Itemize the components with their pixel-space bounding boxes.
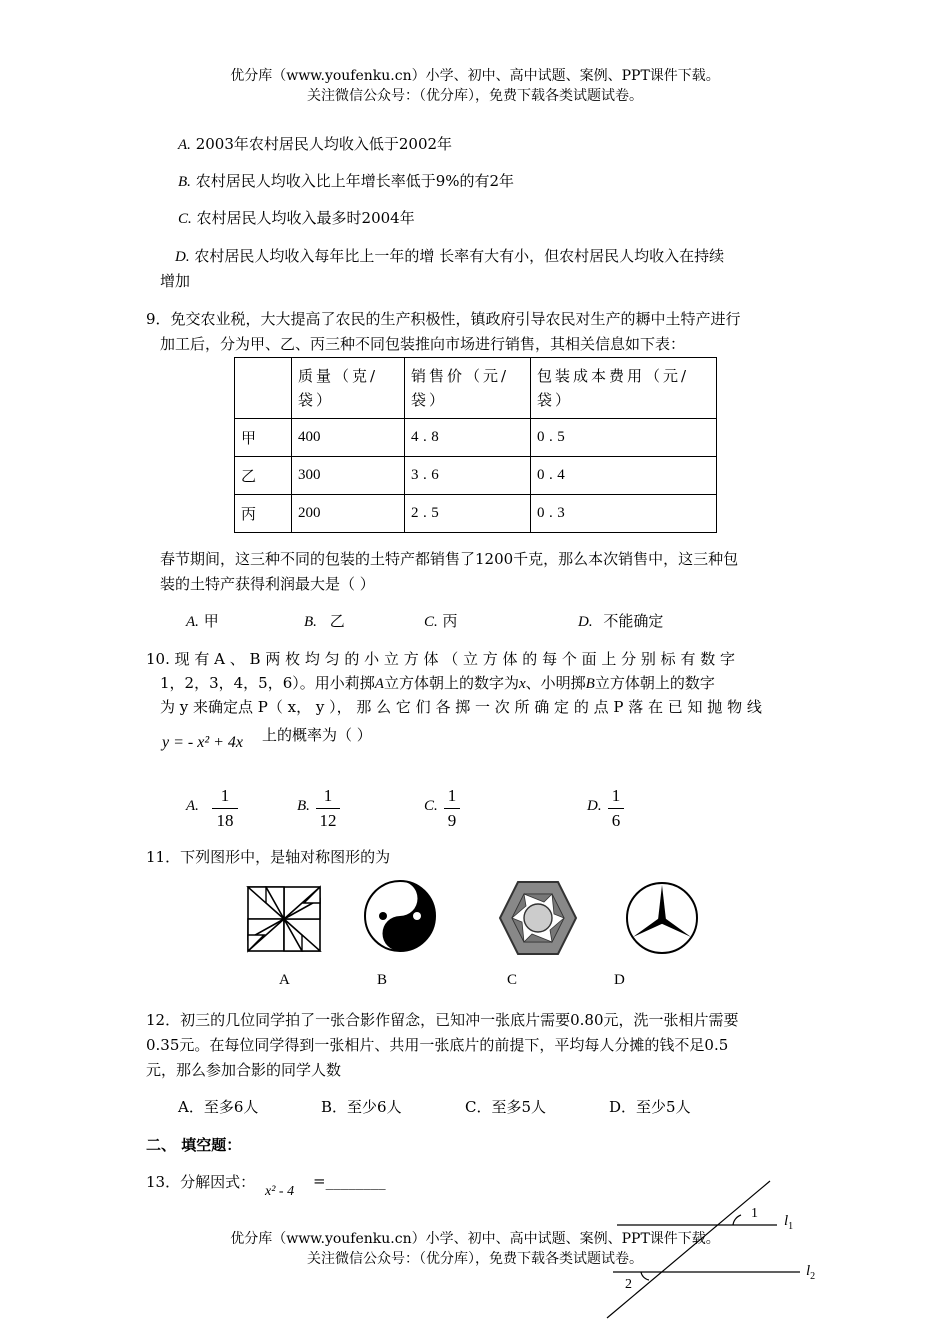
q10-line-2-part: 1，2，3，4，5，6）。用小莉掷 bbox=[160, 674, 375, 692]
angle-2-label: 2 bbox=[625, 1277, 632, 1292]
fraction-bar bbox=[316, 808, 340, 809]
table-cell: 4.8 bbox=[405, 419, 531, 457]
q10-line-4: 上的概率为（ ） bbox=[262, 726, 372, 744]
section-2-title: 二、 填空题： bbox=[146, 1136, 242, 1154]
q10-line-1: 10. 现 有 A 、 B 两 枚 均 匀 的 小 立 方 体 （ 立 方 体 的 每 个 面 上 分 别 标 有 数 字 bbox=[146, 650, 735, 668]
footer-line-2: 关注微信公众号：（优分库），免费下载各类试题试卷。 bbox=[307, 1251, 643, 1267]
fraction-numerator: 1 bbox=[323, 786, 333, 805]
q9-after-line-2: 装的土特产获得利润最大是（ ） bbox=[160, 575, 375, 593]
table-header-cell: 质量（克/袋） bbox=[292, 358, 405, 419]
q10-line-2-part: x bbox=[518, 676, 526, 692]
fraction-bar bbox=[444, 808, 460, 809]
header-line-2: 关注微信公众号：（优分库），免费下载各类试题试卷。 bbox=[307, 88, 643, 104]
q10-option-d-fraction bbox=[608, 786, 624, 831]
q10-line-3: 为 y 来确定点 P（ x， y ）， 那 么 它 们 各 掷 一 次 所 确 定 的 点 P 落 在 已 知 抛 物 线 bbox=[160, 698, 762, 716]
figure-label-d: D bbox=[614, 972, 625, 988]
figure-label-a: A bbox=[279, 972, 290, 988]
table-cell: 400 bbox=[292, 419, 405, 457]
angle-1-label: 1 bbox=[751, 1206, 758, 1221]
figure-label-b: B bbox=[377, 972, 388, 988]
q8-option-c-label: C. bbox=[178, 211, 192, 227]
table-row bbox=[235, 419, 717, 457]
table-header-cell: 包装成本费用（元/袋） bbox=[531, 358, 717, 419]
q9-option-c bbox=[424, 610, 458, 631]
q8-option-a-label: A. bbox=[178, 137, 191, 153]
pinwheel-figure-a bbox=[246, 885, 322, 953]
q8-option-b-label: B. bbox=[178, 174, 191, 190]
table-cell: 300 bbox=[292, 457, 405, 495]
table-row bbox=[235, 457, 717, 495]
q12-line-2: 0.35元。在每位同学得到一张相片、共用一张底片的前提下，平均每人分摊的钱不足0.5 bbox=[146, 1036, 729, 1054]
q8-option-d bbox=[175, 245, 724, 266]
q13-blank: =________ bbox=[313, 1172, 386, 1190]
table-header-cell bbox=[235, 358, 292, 419]
q10-option-a-fraction bbox=[212, 786, 238, 831]
q12-option-d: D．至少5人 bbox=[609, 1098, 691, 1116]
table-cell: 0.3 bbox=[531, 495, 717, 533]
fraction-denominator: 6 bbox=[611, 811, 621, 830]
table-cell: 200 bbox=[292, 495, 405, 533]
line-l1-sub: 1 bbox=[788, 1221, 794, 1232]
fraction-bar bbox=[212, 808, 238, 809]
fraction-numerator: 1 bbox=[220, 786, 230, 805]
q10-option-d-label: D. bbox=[587, 798, 602, 814]
table-cell: 2.5 bbox=[405, 495, 531, 533]
q9-option-d-text: 不能确定 bbox=[603, 612, 664, 630]
q12-option-b: B．至少6人 bbox=[321, 1098, 402, 1116]
q10-line-2-part: A bbox=[374, 676, 384, 692]
q10-option-b-label: B. bbox=[297, 798, 310, 814]
line-l2-letter: l bbox=[806, 1263, 811, 1279]
fraction-numerator: 1 bbox=[611, 786, 621, 805]
q12-option-c: C．至多5人 bbox=[465, 1098, 547, 1116]
hexagon-figure-c bbox=[498, 880, 578, 956]
q9-option-b-label: B. bbox=[304, 614, 317, 630]
q10-option-c-fraction bbox=[444, 786, 460, 831]
q8-option-d-label: D. bbox=[175, 249, 190, 265]
q12-line-1: 12．初三的几位同学拍了一张合影作留念，已知冲一张底片需要0.80元，洗一张相片需要 bbox=[146, 1011, 739, 1029]
q8-option-d-text: 农村居民人均收入每年比上一年的增 长率有大有小，但农村居民人均收入在持续 bbox=[194, 247, 725, 265]
table-cell: 甲 bbox=[235, 419, 292, 457]
q8-option-a bbox=[178, 133, 452, 154]
q10-option-c-label: C. bbox=[424, 798, 438, 814]
line-l1-letter: l bbox=[784, 1213, 789, 1229]
table-cell: 0.4 bbox=[531, 457, 717, 495]
fraction-denominator: 12 bbox=[319, 811, 337, 830]
q10-line-2-part: 、小明掷 bbox=[525, 674, 586, 692]
fraction-bar bbox=[608, 808, 624, 809]
q10-option-a-label: A. bbox=[186, 798, 199, 814]
q10-formula: y = - x² + 4x bbox=[162, 734, 244, 751]
q9-after-line-1: 春节期间，这三种不同的包装的土特产都销售了1200千克，那么本次销售中，这三种包 bbox=[160, 550, 739, 568]
q9-line-1: 9．免交农业税，大大提高了农民的生产积极性，镇政府引导农民对生产的耨中土特产进行 bbox=[146, 310, 741, 328]
fraction-numerator: 1 bbox=[447, 786, 457, 805]
q9-option-c-text: 丙 bbox=[442, 612, 458, 630]
table-cell: 乙 bbox=[235, 457, 292, 495]
q10-line-2-part: 立方体朝上的数字为 bbox=[383, 674, 519, 692]
line-l2-sub: 2 bbox=[810, 1271, 816, 1282]
q9-option-a bbox=[186, 610, 219, 631]
q8-option-c bbox=[178, 207, 415, 228]
table-header-cell: 销售价（元/袋） bbox=[405, 358, 531, 419]
q8-option-c-text: 农村居民人均收入最多时2004年 bbox=[196, 209, 415, 227]
q9-option-b bbox=[304, 610, 345, 631]
q9-option-a-label: A. bbox=[186, 614, 199, 630]
fraction-denominator: 18 bbox=[216, 811, 234, 830]
q10-line-2-part: B bbox=[585, 676, 595, 692]
q9-line-2: 加工后，分为甲、乙、丙三种不同包装推向市场进行销售，其相关信息如下表： bbox=[160, 335, 686, 353]
q9-option-b-text: 乙 bbox=[329, 612, 345, 630]
q13-formula: x² - 4 bbox=[265, 1184, 295, 1199]
yin-yang-figure-b bbox=[363, 879, 437, 953]
star-circle-figure-d bbox=[624, 880, 700, 956]
q8-option-d-cont: 增加 bbox=[160, 272, 191, 290]
q9-option-c-label: C. bbox=[424, 614, 438, 630]
q10-line-2-part: 立方体朝上的数字 bbox=[594, 674, 715, 692]
footer-line-1: 优分库（www.youfenku.cn）小学、初中、高中试题、案例、PPT课件下载。 bbox=[230, 1231, 720, 1247]
q8-option-b bbox=[178, 170, 514, 191]
q10-line-2 bbox=[160, 672, 715, 693]
q8-option-b-text: 农村居民人均收入比上年增长率低于9%的有2年 bbox=[195, 172, 515, 190]
q9-info-table bbox=[234, 357, 717, 533]
q9-option-d-label: D. bbox=[578, 614, 593, 630]
q10-option-b-fraction bbox=[316, 786, 340, 831]
q12-line-3: 元，那么参加合影的同学人数 bbox=[146, 1061, 342, 1079]
table-cell: 0.5 bbox=[531, 419, 717, 457]
q11-line-1: 11．下列图形中，是轴对称图形的为 bbox=[146, 848, 391, 866]
q9-option-d bbox=[578, 610, 663, 631]
table-cell: 丙 bbox=[235, 495, 292, 533]
table-cell: 3.6 bbox=[405, 457, 531, 495]
table-header-row bbox=[235, 358, 717, 419]
q9-option-a-text: 甲 bbox=[203, 612, 219, 630]
q8-option-a-text: 2003年农村居民人均收入低于2002年 bbox=[195, 135, 453, 153]
q12-option-a: A．至多6人 bbox=[178, 1098, 259, 1116]
table-row bbox=[235, 495, 717, 533]
fraction-denominator: 9 bbox=[447, 811, 457, 830]
q13-label: 13．分解因式： bbox=[146, 1173, 256, 1191]
figure-label-c: C bbox=[507, 972, 518, 988]
header-line-1: 优分库（www.youfenku.cn）小学、初中、高中试题、案例、PPT课件下载。 bbox=[230, 68, 720, 84]
